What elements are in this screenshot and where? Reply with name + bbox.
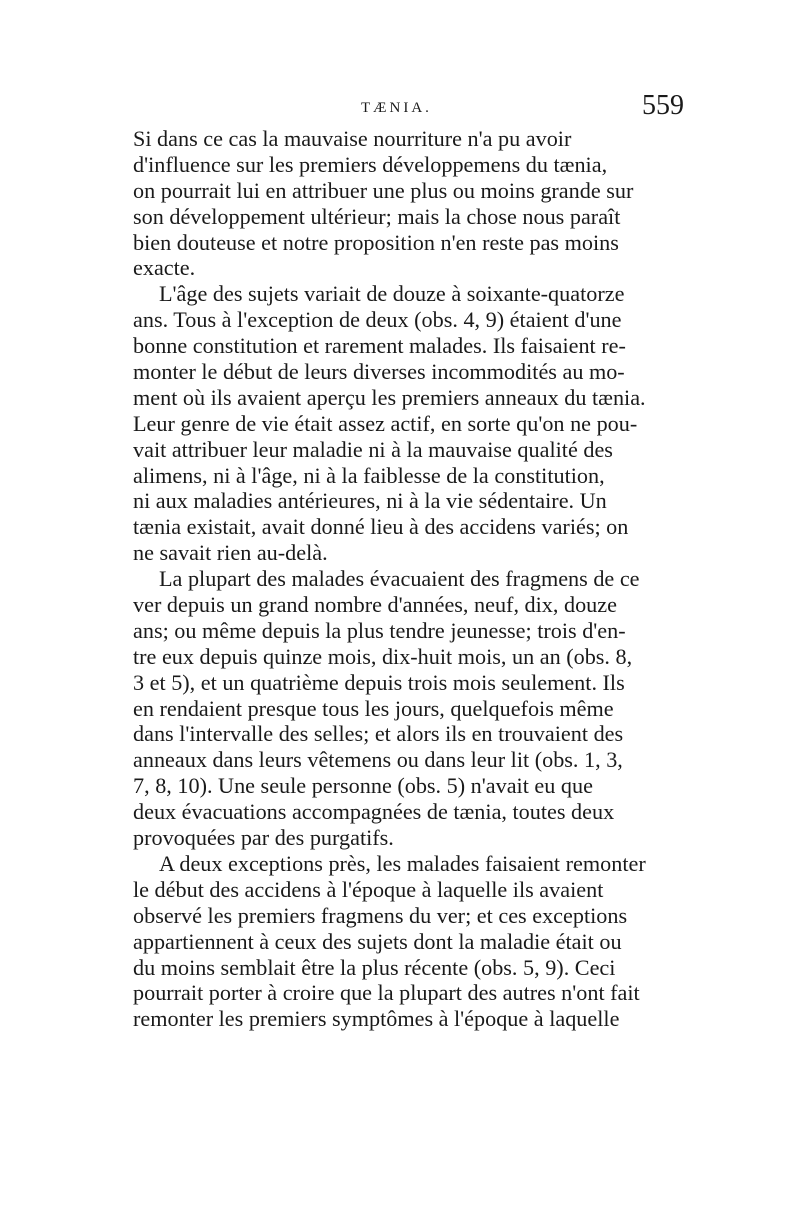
body-text	[133, 126, 670, 1032]
text-line: ment où ils avaient aperçu les premiers anneaux du tænia.	[133, 384, 646, 410]
text-line: Leur genre de vie était assez actif, en sorte qu'on ne pou-	[133, 410, 638, 436]
page-number: 559	[642, 90, 684, 121]
text-line: ne savait rien au-delà.	[133, 540, 328, 566]
text-line: tre eux depuis quinze mois, dix-huit mois, un an (obs. 8,	[133, 643, 633, 669]
text-line: on pourrait lui en attribuer une plus ou moins grande sur	[133, 177, 634, 203]
running-head	[133, 90, 684, 130]
text-line: provoquées par des purgatifs.	[133, 825, 394, 851]
text-line: bonne constitution et rarement malades. Ils faisaient re-	[133, 333, 626, 359]
text-line: Si dans ce cas la mauvaise nourriture n'a pu avoir	[133, 126, 572, 151]
text-line: tænia existait, avait donné lieu à des accidens variés; on	[133, 514, 629, 540]
text-line: L'âge des sujets variait de douze à soixante-quatorze	[159, 281, 625, 307]
text-line: alimens, ni à l'âge, ni à la faiblesse de la constitution,	[133, 462, 605, 488]
paragraph	[133, 126, 670, 281]
text-line: bien douteuse et notre proposition n'en reste pas moins	[133, 229, 619, 255]
text-line: son développement ultérieur; mais la chose nous paraît	[133, 203, 621, 229]
text-line: appartiennent à ceux des sujets dont la maladie était ou	[133, 928, 622, 954]
text-line: ans; ou même depuis la plus tendre jeunesse; trois d'en-	[133, 617, 626, 643]
paragraph	[133, 566, 670, 851]
text-line: ver depuis un grand nombre d'années, neuf, dix, douze	[133, 592, 617, 618]
text-line: 3 et 5), et un quatrième depuis trois mois seulement. Ils	[133, 669, 625, 695]
text-line: exacte.	[133, 255, 196, 281]
running-title: TÆNIA.	[361, 100, 432, 116]
text-line: La plupart des malades évacuaient des fragmens de ce	[159, 566, 640, 592]
text-line: A deux exceptions près, les malades faisaient remonter	[159, 850, 646, 876]
text-line: 7, 8, 10). Une seule personne (obs. 5) n'avait eu que	[133, 773, 593, 799]
text-line: deux évacuations accompagnées de tænia, toutes deux	[133, 799, 615, 825]
text-line: d'influence sur les premiers développemens du tænia,	[133, 151, 608, 177]
text-line: pourrait porter à croire que la plupart des autres n'ont fait	[133, 980, 640, 1006]
text-line: dans l'intervalle des selles; et alors ils en trouvaient des	[133, 721, 624, 747]
text-line: anneaux dans leurs vêtemens ou dans leur lit (obs. 1, 3,	[133, 747, 623, 773]
paragraph	[133, 851, 670, 1032]
text-line: monter le début de leurs diverses incommodités au mo-	[133, 359, 625, 385]
text-line: ans. Tous à l'exception de deux (obs. 4, 9) étaient d'une	[133, 307, 622, 333]
text-line: remonter les premiers symptômes à l'époque à laquelle	[133, 1006, 620, 1032]
text-line: en rendaient presque tous les jours, quelquefois même	[133, 695, 614, 721]
text-line: observé les premiers fragmens du ver; et ces exceptions	[133, 902, 628, 928]
text-line: vait attribuer leur maladie ni à la mauvaise qualité des	[133, 436, 613, 462]
text-line: ni aux maladies antérieures, ni à la vie sédentaire. Un	[133, 488, 607, 514]
paragraph	[133, 281, 670, 566]
text-line: du moins semblait être la plus récente (obs. 5, 9). Ceci	[133, 954, 616, 980]
text-line: le début des accidens à l'époque à laquelle ils avaient	[133, 876, 604, 902]
